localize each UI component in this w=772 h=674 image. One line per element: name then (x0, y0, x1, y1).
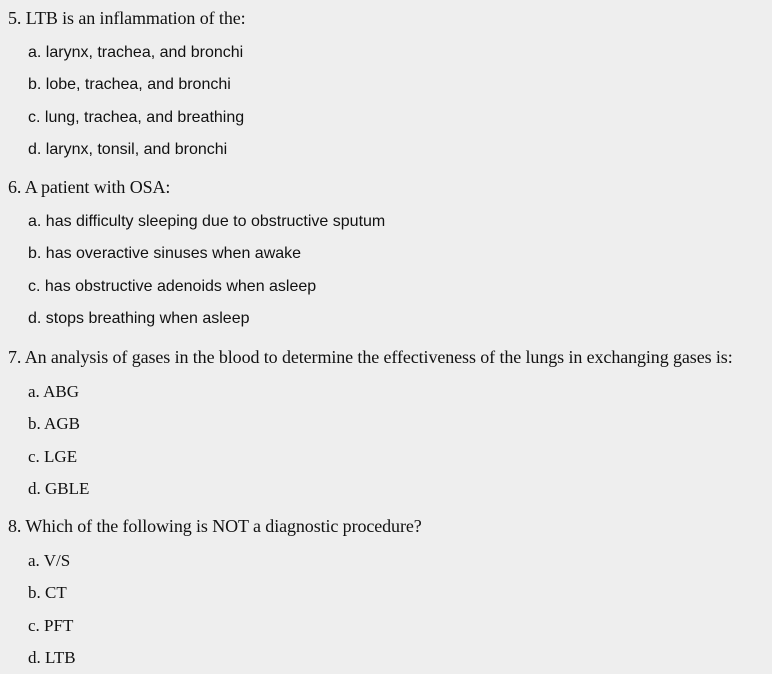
answer-option-d: d. stops breathing when asleep (28, 310, 250, 327)
answer-option-a: a. V/S (28, 551, 71, 570)
answer-option-d: d. LTB (28, 648, 76, 667)
answer-option-b: b. lobe, trachea, and bronchi (28, 76, 231, 93)
answer-option-c: c. PFT (28, 616, 74, 635)
question-text: 6. A patient with OSA: (8, 177, 171, 197)
answer-option-b: b. AGB (28, 414, 80, 433)
answer-option-b: b. CT (28, 583, 67, 602)
answer-option-d: d. larynx, tonsil, and bronchi (28, 141, 228, 158)
answer-option-b: b. has overactive sinuses when awake (28, 245, 302, 262)
answer-option-a: a. ABG (28, 382, 79, 401)
answer-option-c: c. LGE (28, 447, 78, 466)
question-text: 8. Which of the following is NOT a diagnostic procedure? (8, 516, 422, 536)
question-text: 5. LTB is an inflammation of the: (8, 8, 246, 28)
answer-option-c: c. lung, trachea, and breathing (28, 109, 245, 126)
answer-option-c: c. has obstructive adenoids when asleep (28, 278, 317, 295)
question-text: 7. An analysis of gases in the blood to determine the effectiveness of the lungs in exchanging gases is: (8, 347, 733, 367)
answer-option-a: a. larynx, trachea, and bronchi (28, 44, 244, 61)
answer-option-a: a. has difficulty sleeping due to obstructive sputum (28, 213, 386, 230)
answer-option-d: d. GBLE (28, 479, 90, 498)
